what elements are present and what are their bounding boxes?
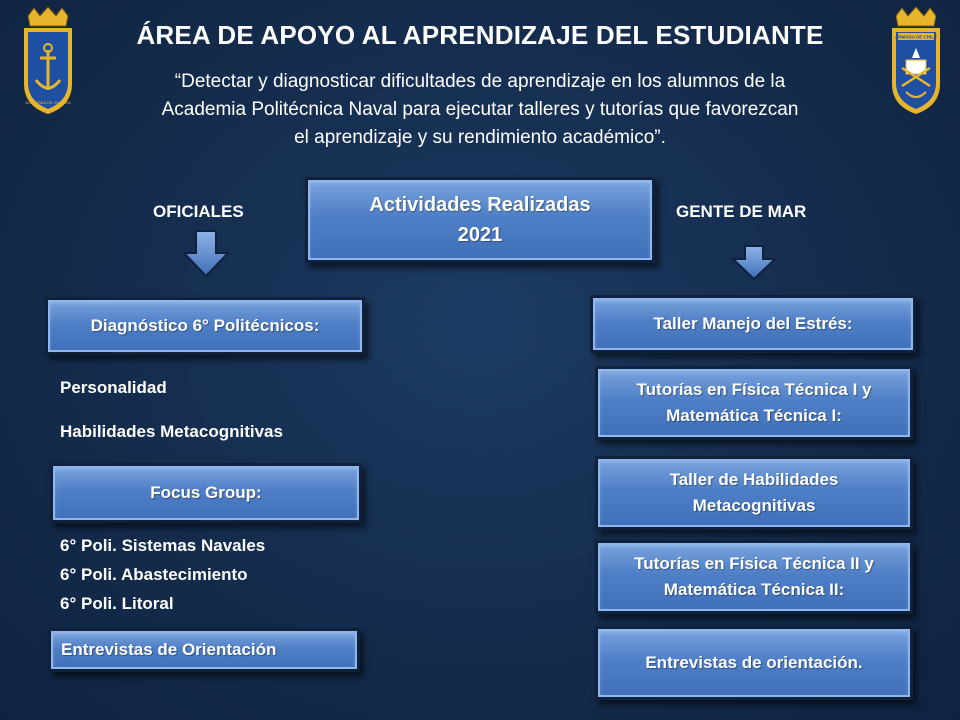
focus-group-item: 6° Poli. Sistemas Navales: [60, 536, 266, 555]
arrow-down-icon: [182, 229, 230, 279]
orientation-interviews-box: Entrevistas de Orientación: [48, 628, 360, 672]
subtitle-line: el aprendizaje y su rendimiento académico”.: [294, 127, 666, 148]
box-line: Tutorías en Física Técnica I y: [636, 380, 872, 399]
subtitle-line: “Detectar y diagnosticar dificultades de aprendizaje en los alumnos de la: [174, 71, 786, 92]
svg-text:ACADEMIA DE GUERRA: ACADEMIA DE GUERRA: [25, 100, 71, 105]
stress-workshop-box: Taller Manejo del Estrés:: [590, 295, 916, 353]
physics-math-tutoring-1-box: [595, 366, 913, 440]
diagnostic-item: Personalidad: [60, 378, 167, 397]
oficiales-heading: OFICIALES: [153, 202, 244, 221]
box-line: Metacognitivas: [692, 496, 816, 515]
focus-group-item: 6° Poli. Abastecimiento: [60, 565, 248, 584]
box-line: Taller de Habilidades: [669, 470, 839, 489]
page-title: ÁREA DE APOYO AL APRENDIZAJE DEL ESTUDIANTE: [136, 20, 824, 50]
physics-math-tutoring-2-box: [595, 540, 913, 614]
gente-de-mar-heading: GENTE DE MAR: [676, 202, 807, 221]
box-line: Matemática Técnica I:: [666, 406, 842, 425]
activities-2021-box: [305, 177, 655, 263]
activities-label: Actividades Realizadas: [369, 194, 591, 216]
page-subtitle: [100, 68, 860, 152]
box-line: Matemática Técnica II:: [663, 580, 845, 599]
svg-text:ARMADA DE CHILE: ARMADA DE CHILE: [894, 34, 938, 40]
diagnostic-item: Habilidades Metacognitivas: [60, 422, 283, 441]
focus-group-item: 6° Poli. Litoral: [60, 594, 174, 613]
metacognitive-workshop-box: [595, 456, 913, 530]
subtitle-line: Academia Politécnica Naval para ejecutar talleres y tutorías que favorezcan: [161, 99, 799, 120]
focus-group-box: Focus Group:: [50, 463, 362, 523]
box-line: Tutorías en Física Técnica II y: [634, 554, 874, 573]
orientation-interviews-box: Entrevistas de orientación.: [595, 626, 913, 700]
activities-year: 2021: [457, 224, 503, 246]
arrow-down-icon: [730, 245, 778, 281]
diagnostic-box: Diagnóstico 6° Politécnicos:: [45, 297, 365, 355]
